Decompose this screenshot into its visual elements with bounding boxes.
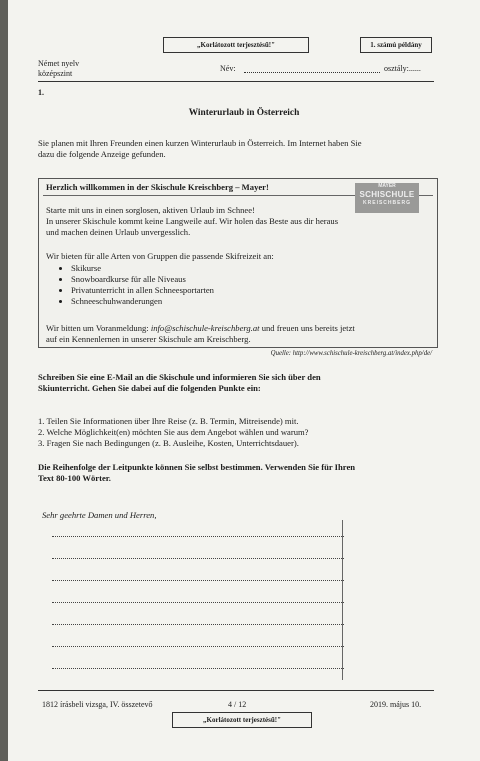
ad-closing	[46, 323, 438, 345]
order-note	[38, 462, 442, 484]
ad-line: Starte mit uns in einen sorglosen, aktiven Urlaub im Schnee!	[46, 205, 255, 215]
copy-number-label: 1. számú példány	[370, 41, 422, 49]
logo-sub-text: KREISCHBERG	[363, 200, 411, 206]
task-points	[38, 416, 442, 449]
writing-line[interactable]	[52, 602, 344, 603]
task-number: 1.	[38, 88, 44, 97]
ad-paragraph	[46, 205, 436, 238]
instruction-line: Skiunterricht. Gehen Sie dabei auf die folgenden Punkte ein:	[38, 383, 261, 393]
ad-line: In unserer Skischule kommt keine Langweile auf. Wir holen das Beste aus dir heraus	[46, 216, 339, 226]
order-note-line: Die Reihenfolge der Leitpunkte können Sie selbst bestimmen. Verwenden Sie für Ihren	[38, 462, 356, 472]
offer-item: • Skikurse	[71, 263, 214, 274]
writing-area-border	[342, 520, 343, 680]
restricted-label: „Korlátozott terjesztésű!"	[203, 716, 281, 724]
email-link[interactable]: info@schischule-kreischberg.at	[150, 323, 260, 333]
advertisement-box	[38, 178, 438, 348]
task-instruction	[38, 372, 442, 394]
offer-item: • Privatunterricht in allen Schneesportarten	[71, 285, 214, 296]
offer-item: • Schneeschuhwanderungen	[71, 296, 214, 307]
page-number: 4 / 12	[228, 700, 247, 709]
name-field	[244, 72, 380, 73]
class-label: osztály:......	[384, 64, 421, 73]
offer-intro: Wir bieten für alle Arten von Gruppen die passende Skifreizeit an:	[46, 251, 274, 261]
intro-text	[38, 138, 438, 160]
logo-top-text: MAYER	[378, 183, 396, 189]
restricted-label: „Korlátozott terjesztésű!"	[197, 41, 275, 49]
name-label: Név:	[220, 64, 236, 73]
footer-rule	[38, 690, 434, 691]
task-point: 3. Fragen Sie nach Bedingungen (z. B. Ausleihe, Kosten, Unterrichtsdauer).	[38, 438, 299, 448]
writing-line[interactable]	[52, 536, 344, 537]
offer-list	[47, 263, 214, 307]
offer-item: • Snowboardkurse für alle Niveaus	[71, 274, 214, 285]
writing-line[interactable]	[52, 646, 344, 647]
writing-line[interactable]	[52, 668, 344, 669]
source-citation: Quelle: http://www.schischule-kreischberg.at/index.php/de/	[270, 350, 432, 357]
instruction-line: Schreiben Sie eine E-Mail an die Skischule und informieren Sie sich über den	[38, 372, 321, 382]
ad-heading: Herzlich willkommen in der Skischule Kreischberg – Mayer!	[46, 182, 269, 192]
exam-code: 1812 írásbeli vizsga, IV. összetevő	[42, 700, 153, 709]
writing-line[interactable]	[52, 558, 344, 559]
order-note-line: Text 80-100 Wörter.	[38, 473, 111, 483]
task-point: 1. Teilen Sie Informationen über Ihre Reise (z. B. Termin, Mitreisende) mit.	[38, 416, 299, 426]
restricted-box	[163, 37, 309, 53]
task-point: 2. Welche Möglichkeit(en) möchten Sie aus dem Angebot wählen und warum?	[38, 427, 309, 437]
closing-text: Wir bitten um Voranmeldung:	[46, 323, 149, 333]
exam-page	[8, 0, 480, 761]
salutation: Sehr geehrte Damen und Herren,	[42, 510, 157, 520]
page-title: Winterurlaub in Österreich	[188, 108, 300, 118]
level-label: középszint	[38, 69, 73, 78]
logo-text: SCHISCHULE	[359, 190, 415, 199]
writing-line[interactable]	[52, 624, 344, 625]
subject-label: Német nyelv	[38, 59, 80, 68]
restricted-box-footer	[172, 712, 312, 728]
closing-text: auf ein Kennenlernen in unserer Skischule am Kreischberg.	[46, 334, 251, 344]
intro-line: Sie planen mit Ihren Freunden einen kurzen Winterurlaub in Österreich. Im Internet haben Sie	[38, 138, 362, 148]
closing-text: und freuen uns bereits jetzt	[261, 323, 355, 333]
writing-line[interactable]	[52, 580, 344, 581]
exam-date: 2019. május 10.	[370, 700, 422, 709]
copy-number-box	[360, 37, 432, 53]
header-rule	[38, 81, 434, 82]
intro-line: dazu die folgende Anzeige gefunden.	[38, 149, 166, 159]
ad-line: und machen deinen Urlaub unvergesslich.	[46, 227, 191, 237]
